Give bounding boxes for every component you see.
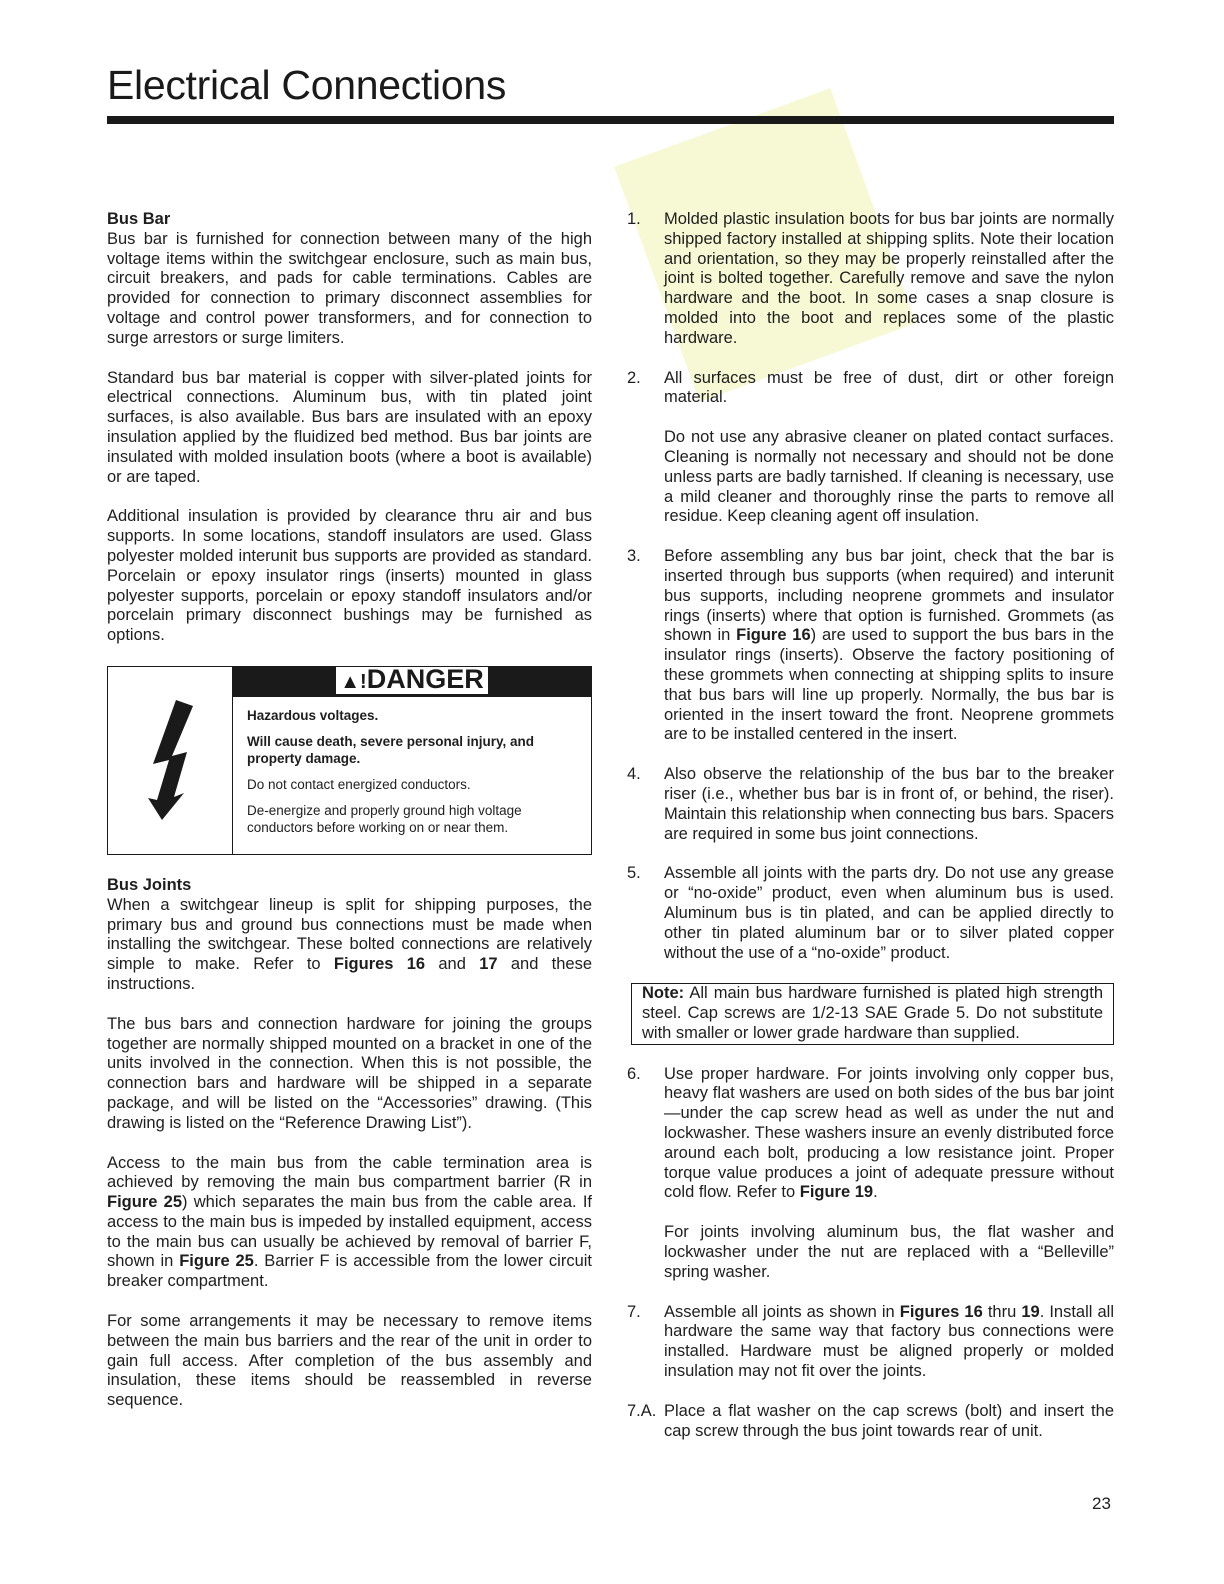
step-number: 5. [627,864,641,883]
step-number: 7. [627,1302,641,1321]
bus-bar-heading: Bus Bar [107,210,171,228]
bus-bar-p1 [107,210,592,349]
list-item: 2. All surfaces must be free of dust, dirt or other foreign material. Do not use any abrasive cleaner on plated contact surfaces. Cleaning is normally not necessary and should not be done unless parts are badly tarnished. If cleaning is necessary, use a mild cleaner and thoroughly rinse the parts to remove all residue. Keep cleaning agent off insulation. [627,368,1114,526]
list-item: 6. Use proper hardware. For joints involving only copper bus, heavy flat washers are used on both sides of the bus bar joint—under the cap screw head as well as under the nut and lockwasher. These washers insure an evenly distributed force around each bolt, producing a low resistance joint. Proper torque value produces a joint of adequate pressure without cold flow. Refer to Figure 19. For joints involving aluminum bus, the flat washer and lockwasher under the nut are replaced with a “Belleville” spring washer. [627,1064,1114,1281]
bus-bar-p2: Standard bus bar material is copper with silver-plated joints for electrical connections. Aluminum bus, with tin plated joint surfaces, is also available. Bus bars are insulated with an epoxy insulation applied by the fluidized bed method. Bus bar joints are insulated with molded insulation boots (where a boot is available) or are taped. [107,368,592,486]
assembly-steps-list [627,210,1114,963]
list-item: 5. Assemble all joints with the parts dry. Do not use any grease or “no-oxide” product, even when aluminum bus is used. Aluminum bus is tin plated, and can be applied directly to other tin plated aluminum bar or to silver plated copper without the use of a “no-oxide” product. [627,864,1114,962]
left-column [107,210,592,1431]
step-subparagraph: Do not use any abrasive cleaner on plated contact surfaces. Cleaning is normally not necessary and should not be done unless parts are badly tarnished. If cleaning is necessary, use a mild cleaner and thoroughly rinse the parts to remove all residue. Keep cleaning agent off insulation. [664,428,1114,526]
bus-joints-heading: Bus Joints [107,875,192,894]
page-title: Electrical Connections [107,62,507,108]
bus-bar-p1-text: Bus bar is furnished for connection between many of the high voltage items within the switchgear enclosure, such as main bus, circuit breakers, and pads for cable terminations. Cables are provided for connection to primary disconnect assemblies for voltage and control power transformers, and for connection to surge arrestors or surge limiters. [107,229,592,347]
figure-ref: Figure 25 [179,1252,254,1271]
note-label: Note: [642,984,685,1003]
step-number: 1. [627,210,641,228]
list-item: 3. Before assembling any bus bar joint, check that the bar is inserted through bus supports (when required) and interunit bus supports, including neoprene grommets and insulator rings (inserts) where that option is furnished. Grommets (as shown in Figure 16) are used to support the bus bars in the insulator rings (inserts). Observe the factory positioning of these grommets when connecting at shipping splits to insure that bus bars will line up properly. Normally, the bus bar is oriented in the insert toward the front. Neoprene grommets are to be installed centered in the insert. [627,547,1115,744]
danger-line-1: Hazardous voltages. [247,707,379,723]
figure-ref: Figure 19 [799,1183,874,1202]
right-column [627,210,1114,1461]
step-number: 4. [627,765,641,784]
title-rule [107,116,1114,124]
danger-body [233,697,591,836]
danger-header [233,664,591,697]
figure-ref: Figure 16 [736,626,811,645]
figure-ref: 17 [479,955,498,974]
danger-line-3: Do not contact energized conductors. [247,776,471,792]
bus-joints-p1: Bus Joints When a switchgear lineup is split for shipping purposes, the primary bus and ground bus connections must be made when installing the switchgear. These bolted connections are relatively simple to make. Refer to Figures 16 and 17 and these instructions. [107,875,593,993]
step-number: 7.A. [627,1401,657,1420]
list-item: 4. Also observe the relationship of the bus bar to the breaker riser (i.e., whether bus bar is in front of, or behind, the riser). Maintain this relationship when connecting bus bars. Spacers are required in some bus joint connections. [627,765,1114,843]
list-item: 7.A. Place a flat washer on the cap screws (bolt) and insert the cap screw through the bus joint towards rear of unit. [627,1401,1114,1440]
lightning-bolt-icon [108,667,233,854]
note-box [631,983,1114,1044]
bus-joints-p4: For some arrangements it may be necessary to remove items between the main bus barriers and the rear of the unit in order to gain full access. After completion of the bus assembly and insulation, these items should be reassembled in reverse sequence. [107,1312,592,1410]
danger-warning-box [107,666,592,855]
danger-content [233,664,591,854]
bus-joints-p3: Access to the main bus from the cable termination area is achieved by removing the main bus compartment barrier (R in Figure 25) which separates the main bus from the cable area. If access to the main bus is impeded by installed equipment, access to the main bus can usually be achieved by removal of barrier F, shown in Figure 25. Barrier F is accessible from the lower circuit breaker compartment. [107,1153,592,1291]
list-item: 1. Molded plastic insulation boots for bus bar joints are normally shipped factory installed at shipping splits. Note their location and orientation, so they may be properly reinstalled after the joint is bolted together. Carefully remove and save the nylon hardware and the boot. In some cases a snap closure is molded into the boot and replaces some of the plastic hardware. [627,210,1114,347]
danger-line-2: Will cause death, severe personal injury, and property damage. [247,733,534,766]
step-subparagraph: For joints involving aluminum bus, the flat washer and lockwasher under the nut are replaced with a “Belleville” spring washer. [664,1223,1114,1281]
figure-ref: Figures 16 [333,955,426,974]
figure-ref: 19 [1021,1302,1040,1321]
warning-triangle-icon: ▲! [340,671,367,694]
step-number: 6. [627,1064,641,1083]
note-text: All main bus hardware furnished is plated high strength steel. Cap screws are 1/2-13 SAE Grade 5. Do not substitute with smaller or lower grade hardware than supplied. [642,984,1103,1042]
danger-line-4: De-energize and properly ground high voltage conductors before working on or near them. [247,802,522,835]
step-number: 3. [627,547,641,566]
figure-ref: Figures 16 [899,1302,983,1321]
bus-bar-p3: Additional insulation is provided by clearance thru air and bus supports. In some locations, standoff insulators are used. Glass polyester molded interunit bus supports are provided as standard. Porcelain or epoxy insulator rings (inserts) mounted in glass polyester supports, porcelain or epoxy standoff insulators and/or porcelain primary disconnect bushings may be furnished as options. [107,507,592,645]
danger-label: DANGER [366,664,484,695]
bus-joints-p2: The bus bars and connection hardware for joining the groups together are normally shipped mounted on a bracket in one of the units involved in the connection. When this is not possible, the connection bars and hardware will be shipped in a separate package, and will be listed on the “Accessories” drawing. (This drawing is listed on the “Reference Drawing List”). [107,1014,592,1132]
figure-ref: Figure 25 [107,1193,183,1212]
assembly-steps-list-continued [627,1065,1114,1442]
step-number: 2. [627,368,641,387]
list-item: 7. Assemble all joints as shown in Figures 16 thru 19. Install all hardware the same way that factory bus connections were installed. Hardware must be aligned properly or molded insulation may not fit over the joints. [627,1302,1114,1381]
page-number: 23 [1092,1494,1111,1513]
